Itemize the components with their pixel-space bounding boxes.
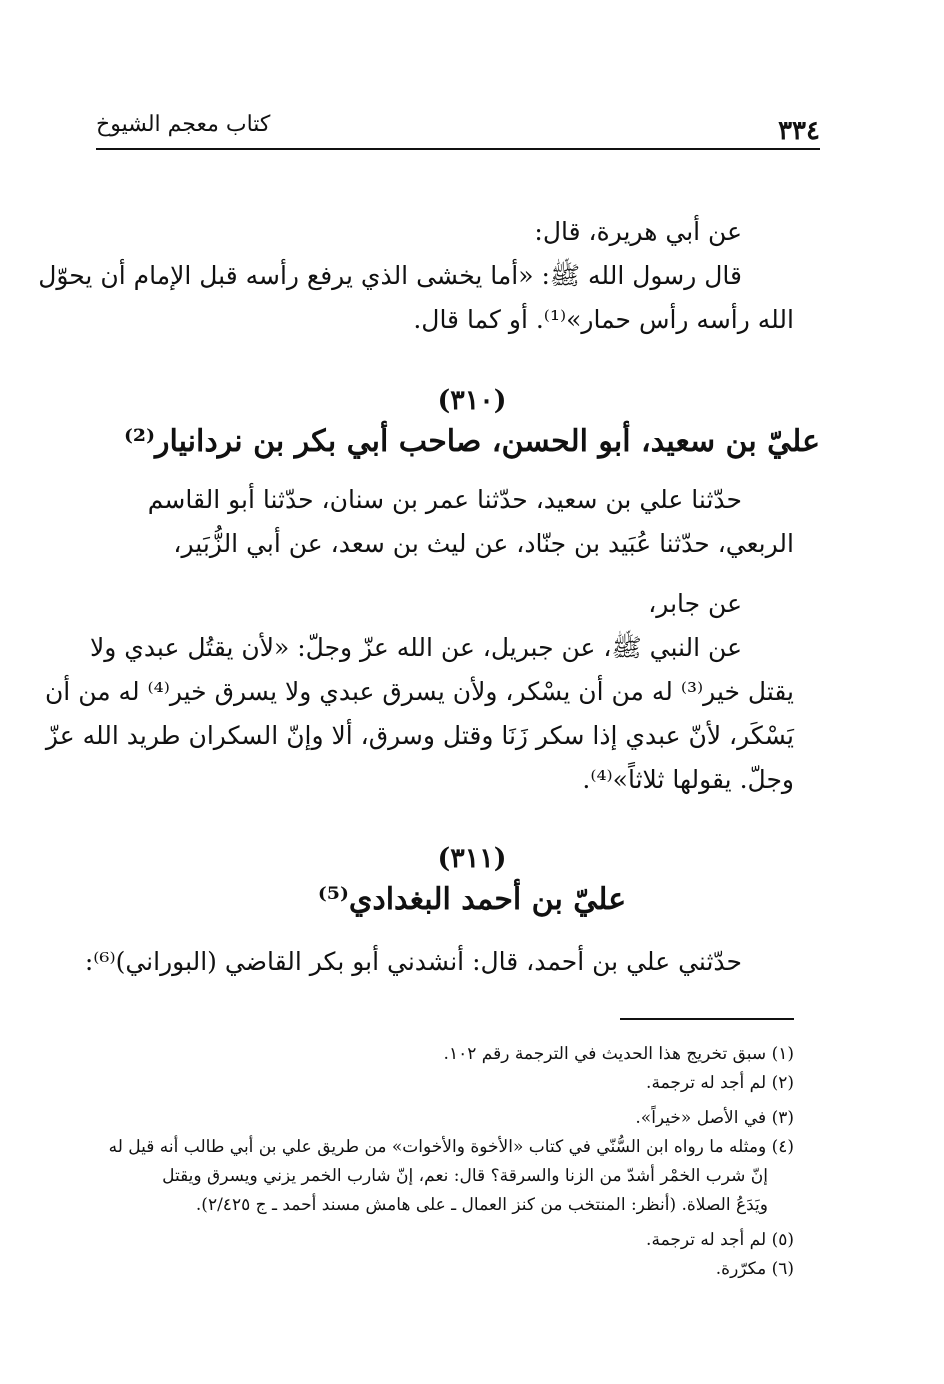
text-line: حدّثني علي بن أحمد، قال: أنشدني أبو بكر القاضي (البوراني)⁽⁶⁾: [84,947,742,976]
text-line: عن جابر، [648,589,742,618]
text-line: يقتل خير⁽³⁾ له من أن يسْكر، ولأن يسرق عبدي ولا يسرق خير⁽⁴⁾ له من أن [44,677,794,706]
entry-311-text [84,940,794,984]
entry-heading: عليّ بن سعيد، أبو الحسن، صاحب أبي بكر بن نردانيار⁽²⁾ [123,424,821,459]
text-line: الربعي، حدّثنا عُبَيد بن جنّاد، عن ليث بن سعد، عن أبي الزُّبَير، [173,529,794,558]
header-rule [96,148,820,150]
text-line: حدّثنا علي بن سعيد، حدّثنا عمر بن سنان، حدّثنا أبو القاسم [147,485,742,514]
intro-text [38,210,794,342]
footnote: (٢) لم أجد له ترجمة. [646,1073,794,1093]
text-line: قال رسول الله ﷺ: «أما يخشى الذي يرفع رأسه قبل الإمام أن يحوّل [38,261,742,290]
footnote-continuation: ويَدَعُ الصلاة. (أنظر: المنتخب من كنز العمال ـ على هامش مسند أحمد ـ ج ٢/٤٢٥). [195,1195,768,1215]
running-title: كتاب معجم الشيوخ [96,112,271,137]
text-line: وجلّ. يقولها ثلاثاً»⁽⁴⁾. [582,765,794,794]
entry-310-text [44,478,794,802]
entry-number: (٣١١) [437,843,507,874]
text-line: الله رأسه رأس حمار»⁽¹⁾. أو كما قال. [413,305,794,334]
page-header [96,112,820,150]
entry-number: (٣١٠) [437,385,507,416]
footnote: (٥) لم أجد له ترجمة. [646,1230,794,1250]
footnote-continuation: إنّ شرب الخمْر أشدّ من الزنا والسرقة؟ قال: نعم، إنّ شارب الخمر يزني ويسرق ويقتل [162,1166,768,1186]
footnotes [100,1040,794,1284]
footnote: (٦) مكرّرة. [715,1259,794,1279]
text-line: عن النبي ﷺ، عن جبريل، عن الله عزّ وجلّ: «لأن يقتُل عبدي ولا [89,633,742,662]
footnote-rule [620,1018,794,1020]
page-number: ٣٣٤ [778,116,820,146]
entry-heading: عليّ بن أحمد البغدادي⁽⁵⁾ [317,882,627,917]
text-line: يَسْكَر، لأنّ عبدي إذا سكر زَنَا وقتل وسرق، ألا وإنّ السكران طريد الله عزّ [45,721,794,750]
footnote: (١) سبق تخريج هذا الحديث في الترجمة رقم ١٠٢. [443,1044,794,1064]
footnote: (٣) في الأصل «خيراً». [635,1108,794,1128]
footnote: (٤) ومثله ما رواه ابن السُّنّي في كتاب «الأخوة والأخوات» من طريق علي بن أبي طالب أنه قيل له [108,1137,794,1157]
text-line: عن أبي هريرة، قال: [534,217,742,246]
